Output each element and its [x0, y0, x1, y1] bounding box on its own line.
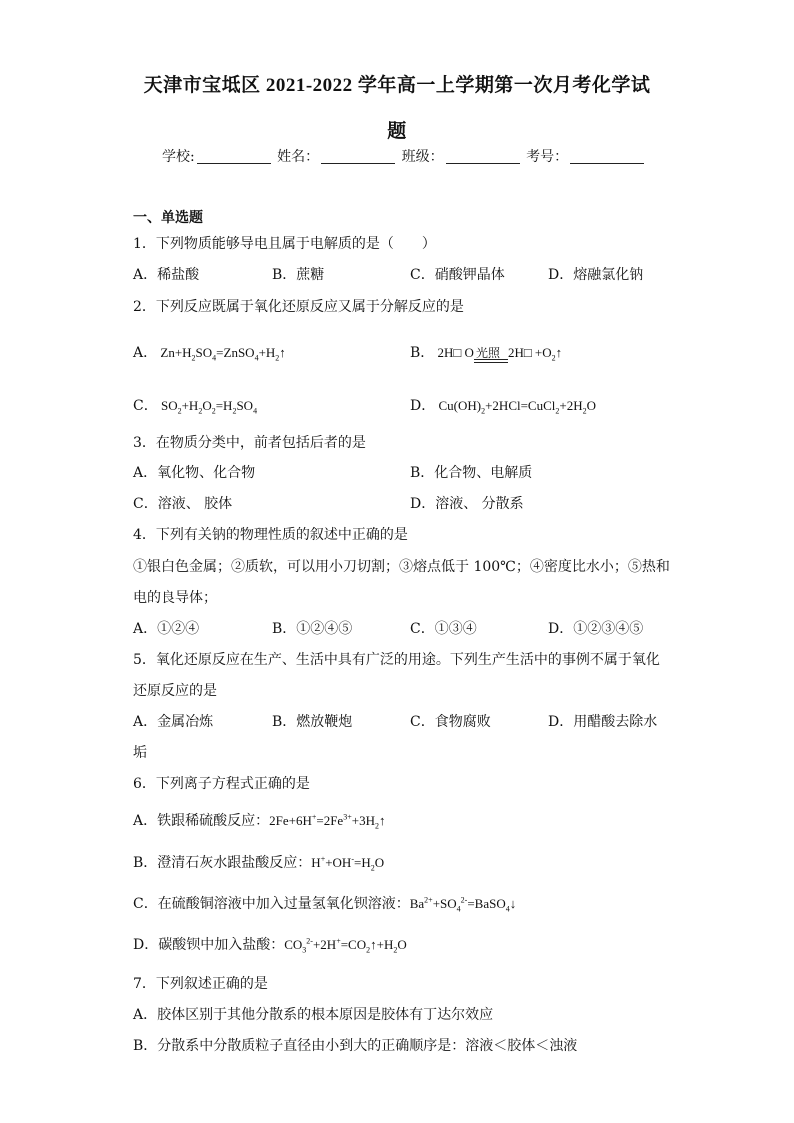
question-4-option-b: B．①②④⑤	[272, 621, 353, 637]
question-5-option-d: D．用醋酸去除水	[548, 714, 658, 730]
question-2-option-a: A． $Zn+H_2SO_4=ZnSO_4+H_2↑$	[133, 345, 286, 363]
question-5-option-d-continued: 垢	[133, 745, 147, 761]
question-5-stem-continued: 还原反应的是	[133, 683, 217, 699]
question-6-option-b: B．澄清石灰水跟盐酸反应：$H^++OH^-=H_2O$	[133, 854, 385, 873]
class-label: 班级：	[401, 149, 444, 165]
question-7-stem: 7．下列叙述正确的是	[133, 976, 268, 992]
question-6-option-a: A．铁跟稀硫酸反应：$2Fe+6H^+=2Fe^{3+}+3H_2↑$	[133, 812, 386, 831]
question-4-option-c: C．①③④	[410, 621, 477, 637]
question-5-stem: 5．氧化还原反应在生产、生活中具有广泛的用途。下列生产生活中的事例不属于氧化	[133, 652, 660, 668]
student-info-row	[162, 146, 646, 166]
question-2-option-b: B． 2H□ O 光照 2H□ $+O_2↑$	[410, 345, 563, 363]
question-3-option-c: C．溶液、 胶体	[133, 496, 233, 512]
question-3-stem: 3．在物质分类中，前者包括后者的是	[133, 435, 366, 451]
question-1-option-a: A．稀盐酸	[133, 267, 200, 283]
question-2-option-d: D． $Cu(OH)_2+2HCl=CuCl_2+2H_2O$	[410, 398, 597, 416]
question-3-option-a: A．氧化物、化合物	[133, 465, 256, 481]
question-6-option-d: D．碳酸钡中加入盐酸：$CO_3^{2-}+2H^+=CO_2↑+H_2O$	[133, 936, 407, 955]
exam-number-label: 考号：	[526, 149, 569, 165]
school-blank[interactable]	[197, 149, 271, 164]
school-label: 学校:	[162, 149, 195, 165]
question-5-option-c: C．食物腐败	[410, 714, 491, 730]
question-6-stem: 6．下列离子方程式正确的是	[133, 776, 310, 792]
question-5-option-b: B．燃放鞭炮	[272, 714, 353, 730]
question-1-option-d: D．熔融氯化钠	[548, 267, 644, 283]
question-2-stem: 2．下列反应既属于氧化还原反应又属于分解反应的是	[133, 299, 464, 315]
question-4-description: ①银白色金属；②质软，可以用小刀切割；③熔点低于 100℃；④密度比水小；⑤热和	[133, 559, 670, 575]
question-1-stem: 1．下列物质能够导电且属于电解质的是（ ）	[133, 236, 436, 252]
name-label: 姓名：	[277, 149, 320, 165]
question-7-option-b: B．分散系中分散质粒子直径由小到大的正确顺序是：溶液＜胶体＜浊液	[133, 1038, 578, 1054]
section-heading: 一、单选题	[133, 210, 203, 226]
class-blank[interactable]	[446, 149, 520, 164]
question-1-option-c: C．硝酸钾晶体	[410, 267, 505, 283]
exam-number-blank[interactable]	[570, 149, 644, 164]
question-6-option-c: C．在硫酸铜溶液中加入过量氢氧化钡溶液：$Ba^{2+}+SO_4^{2-}=BaSO_4↓$	[133, 895, 517, 914]
question-4-option-a: A．①②④	[133, 621, 200, 637]
name-blank[interactable]	[321, 149, 395, 164]
question-5-option-a: A．金属冶炼	[133, 714, 214, 730]
question-4-description-continued: 电的良导体；	[133, 590, 217, 606]
question-1-option-b: B．蔗糖	[272, 267, 325, 283]
exam-title-continued: 题	[387, 121, 407, 142]
question-3-option-b: B．化合物、电解质	[410, 465, 533, 481]
exam-title: 天津市宝坻区 2021-2022 学年高一上学期第一次月考化学试	[143, 75, 651, 96]
question-7-option-a: A．胶体区别于其他分散系的根本原因是胶体有丁达尔效应	[133, 1007, 494, 1023]
question-4-option-d: D．①②③④⑤	[548, 621, 644, 637]
question-2-option-c: C． $SO_2+H_2O_2=H_2SO_4$	[133, 398, 258, 416]
question-4-stem: 4．下列有关钠的物理性质的叙述中正确的是	[133, 527, 408, 543]
question-3-option-d: D．溶液、 分散系	[410, 496, 524, 512]
